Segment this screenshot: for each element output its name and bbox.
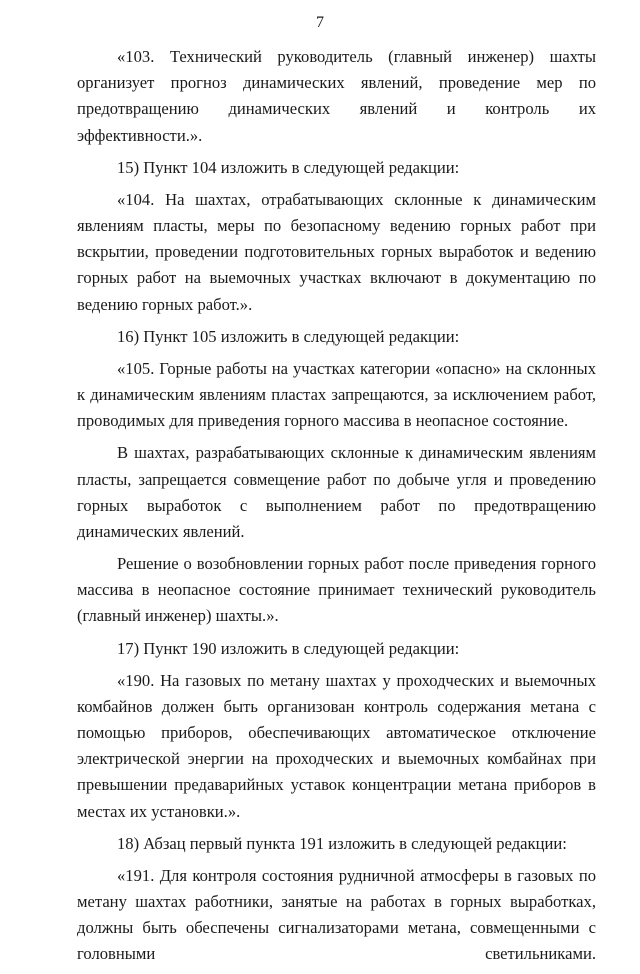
paragraph-103-text: «103. Технический руководитель (главный инженер) шахты организует прогноз динамических явлений, проведение мер по предотвращению динамических явлений и контроль их эффективности.». xyxy=(77,47,596,145)
paragraph-amendment-18: 18) Абзац первый пункта 191 изложить в следующей редакции: xyxy=(117,833,567,853)
page-number: 7 xyxy=(316,14,324,31)
document-body xyxy=(77,44,596,974)
paragraph-amendment-15: 15) Пункт 104 изложить в следующей редакции: xyxy=(117,157,460,177)
paragraph-104-text: «104. На шахтах, отрабатывающих склонные к динамическим явлениям пласты, меры по безопасному ведению горных работ при вскрытии, проведении подготовительных горных выработок и ведению горных работ на выемочных участках включают в документацию по ведению горных работ.». xyxy=(77,189,596,314)
paragraph-105-resume-decision: Решение о возобновлении горных работ после приведения горного массива в неопасное состояние принимает технический руководитель (главный инженер) шахты.». xyxy=(77,554,596,626)
paragraph-105-combined-works: В шахтах, разрабатывающих склонные к динамическим явлениям пласты, запрещается совмещение работ по добыче угля и проведению горных выработок с выполнением работ по предотвращению динамических явлений. xyxy=(77,443,596,541)
paragraph-190-text: «190. На газовых по метану шахтах у проходческих и выемочных комбайнов должен быть организован контроль содержания метана с помощью приборов, обеспечивающих автоматическое отключение электрической энергии на проходческих и выемочных комбайнах при превышении предаварийных уставок концентрации метана приборов в местах их установки.». xyxy=(77,670,596,821)
paragraph-amendment-17: 17) Пункт 190 изложить в следующей редакции: xyxy=(117,638,460,658)
paragraph-105-text: «105. Горные работы на участках категории «опасно» на склонных к динамическим явлениям пластах запрещаются, за исключением работ, проводимых для приведения горного массива в неопасное состояние. xyxy=(77,358,596,431)
paragraph-191-text: «191. Для контроля состояния рудничной атмосферы в газовых по метану шахтах работники, занятые на работах в горных выработках, должны быть обеспечены сигнализаторами метана, совмещенными с головными светильниками. xyxy=(77,865,596,964)
paragraph-amendment-16: 16) Пункт 105 изложить в следующей редакции: xyxy=(117,326,460,346)
